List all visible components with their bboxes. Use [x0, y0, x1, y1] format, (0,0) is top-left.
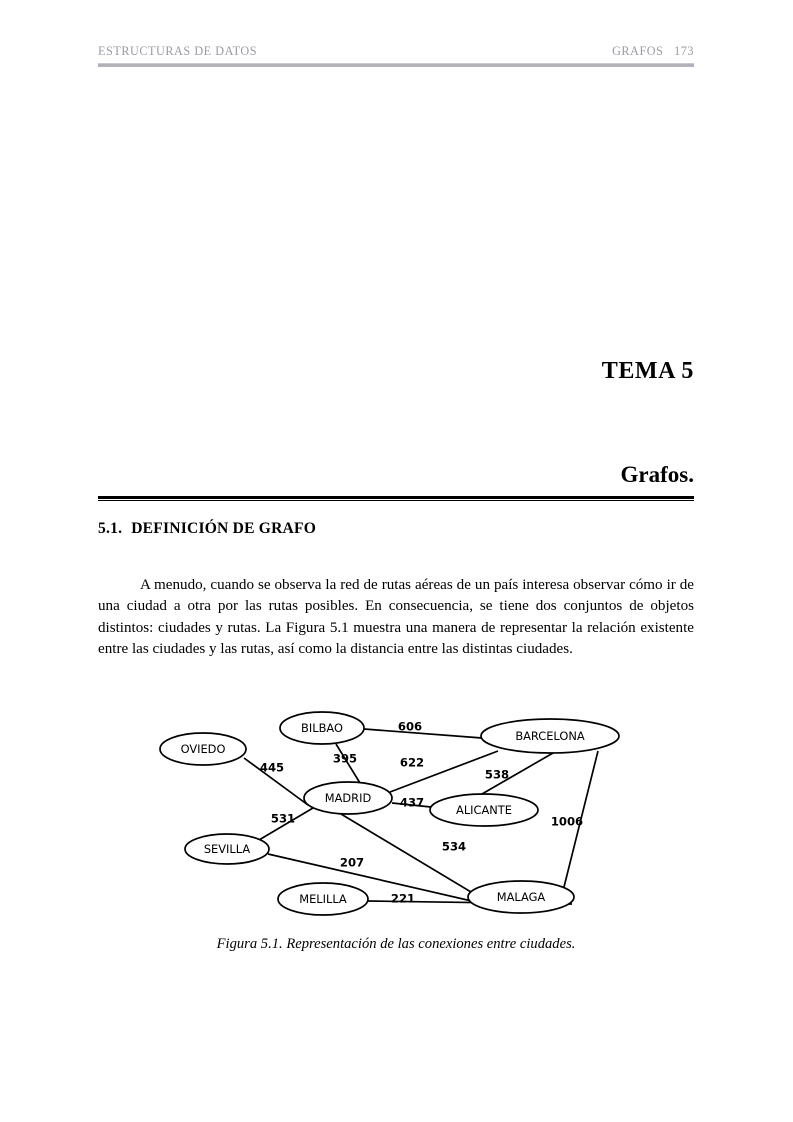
node-label: MELILLA: [299, 892, 347, 906]
edge-weight-label: 207: [339, 855, 365, 870]
running-head: [98, 44, 694, 59]
graph-node-melilla[interactable]: [278, 883, 368, 915]
section-number: 5.1.: [98, 520, 123, 537]
section-heading: [98, 520, 316, 538]
graph-edge: [259, 808, 313, 840]
figure-caption: Figura 5.1. Representación de las conexiones entre ciudades.: [216, 936, 576, 952]
running-head-chapter: GRAFOS: [612, 44, 664, 58]
page-title: Grafos.: [620, 462, 694, 487]
graph-node-oviedo[interactable]: [160, 733, 246, 765]
graph-edge: [392, 796, 431, 810]
edge-weight-label: 221: [390, 891, 416, 906]
running-head-right: [612, 44, 694, 59]
graph-node-malaga[interactable]: [468, 881, 574, 913]
body-paragraph: A menudo, cuando se observa la red de rutas aéreas de un país interesa observar cómo ir de una ciudad a otra por las rutas posibles. En consecuencia, se tiene dos conjuntos de objetos distintos: ciudades y rutas. La Figura 5.1 muestra una manera de representar la relación existente entre las ciudades y las rutas, así como la distancia entre las distintas ciudades.: [98, 577, 694, 657]
running-head-left: ESTRUCTURAS DE DATOS: [98, 44, 258, 58]
graph-node-sevilla[interactable]: [185, 834, 269, 864]
header-rule: [98, 63, 694, 67]
edge-weight-label: 395: [332, 751, 358, 766]
edge-line: [364, 729, 482, 738]
edge-weight-label: 622: [399, 755, 425, 770]
graph-edge: [364, 720, 482, 739]
node-label: SEVILLA: [203, 842, 251, 856]
graph-node-madrid[interactable]: [304, 782, 392, 814]
graph-node-alicante[interactable]: [430, 794, 538, 826]
node-label: MADRID: [324, 791, 372, 805]
title-double-rule: [98, 496, 694, 502]
graph-edge: [390, 751, 498, 792]
section-title: DEFINICIÓN DE GRAFO: [131, 520, 317, 537]
node-label: BILBAO: [301, 721, 343, 735]
edge-weight-label: 531: [270, 811, 296, 826]
tema-label: TEMA 5: [601, 358, 694, 384]
edge-weight-label: 606: [397, 719, 423, 734]
edge-weight-label: 437: [399, 795, 425, 810]
edge-weight-label: 1006: [550, 814, 584, 829]
graph-edge: [244, 758, 308, 805]
graph-node-bilbao[interactable]: [280, 712, 364, 744]
edge-weight-label: 445: [259, 760, 285, 775]
graph-edge: [551, 751, 598, 887]
node-label: OVIEDO: [180, 742, 226, 756]
graph-edge: [333, 744, 360, 783]
node-label: BARCELONA: [515, 729, 585, 743]
node-label: MALAGA: [496, 890, 546, 904]
edge-weight-label: 538: [484, 767, 510, 782]
page-number: 173: [674, 44, 694, 58]
edge-weight-label: 534: [441, 839, 467, 854]
figure-graph: [98, 695, 694, 940]
graph-diagram: [98, 695, 694, 940]
graph-node-barcelona[interactable]: [481, 719, 619, 753]
node-label: ALICANTE: [456, 803, 512, 817]
graph-edge: [482, 753, 553, 794]
